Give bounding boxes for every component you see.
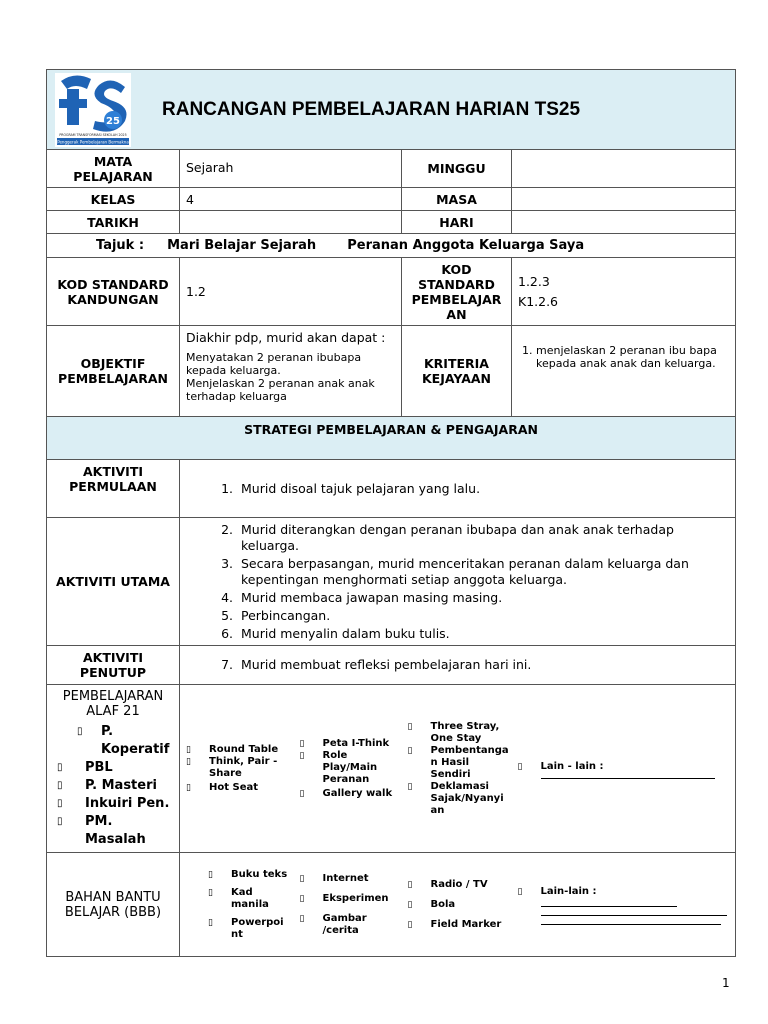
alaf21-option[interactable]: ▯ Inkuiri Pen. [57, 795, 177, 813]
kriteria-label: KRITERIA KEJAYAAN [402, 326, 512, 417]
masa-value[interactable] [512, 188, 736, 211]
objektif-intro: Diakhir pdp, murid akan dapat : [186, 330, 386, 345]
kelas-value[interactable]: 4 [180, 188, 402, 211]
penutup-label: AKTIVITI PENUTUP [47, 646, 180, 685]
hari-label: HARI [402, 211, 512, 234]
ksp-value[interactable] [512, 258, 736, 326]
utama-item: 5. Perbincangan. [237, 608, 729, 624]
alaf21-col2 [294, 685, 402, 853]
penutup-content[interactable] [180, 646, 736, 685]
tajuk-sub: Peranan Anggota Keluarga Saya [347, 238, 585, 253]
alaf21-method[interactable]: ▯ Pembentanga n Hasil Sendiri [406, 745, 510, 781]
bbb-col2 [294, 853, 402, 957]
minggu-value[interactable] [512, 150, 736, 188]
permulaan-content[interactable] [180, 460, 736, 518]
alaf21-lain-line[interactable] [541, 777, 716, 779]
minggu-label: MINGGU [402, 150, 512, 188]
kriteria-item-1: 1. menjelaskan 2 peranan ibu bapa kepada anak anak dan keluarga. [536, 344, 729, 370]
alaf21-method[interactable]: ▯ Think, Pair - Share [184, 756, 292, 780]
alaf21-col1 [180, 685, 294, 853]
tarikh-label: TARIKH [47, 211, 180, 234]
tajuk-main: Mari Belajar Sejarah [167, 238, 317, 253]
ts25-logo [55, 73, 131, 147]
ksp-value-1: 1.2.3 [518, 273, 550, 289]
ksk-value[interactable]: 1.2 [180, 258, 402, 326]
alaf21-method[interactable]: ▯ Deklamasi Sajak/Nyanyi an [406, 781, 510, 817]
svg-text:25: 25 [106, 116, 120, 127]
masa-label: MASA [402, 188, 512, 211]
alaf21-method[interactable]: ▯ Peta I-Think [298, 738, 400, 750]
bbb-option[interactable]: ▯ Radio / TV [406, 879, 510, 891]
alaf21-method[interactable]: ▯ Hot Seat [184, 782, 292, 794]
rph-table [46, 69, 736, 957]
svg-text:Penggerak Pembelajaran Bermakn: Penggerak Pembelajaran Bermakna [57, 139, 129, 145]
page-title: RANCANGAN PEMBELAJARAN HARIAN TS25 [162, 98, 581, 120]
utama-item: 6. Murid menyalin dalam buku tulis. [237, 626, 729, 642]
objektif-content[interactable] [180, 326, 402, 417]
bbb-option[interactable]: ▯ Gambar /cerita [298, 913, 400, 937]
alaf21-label: PEMBELAJARAN ALAF 21 [62, 689, 164, 719]
bbb-option[interactable]: ▯ Buku teks [206, 869, 292, 881]
utama-label: AKTIVITI UTAMA [47, 518, 180, 646]
alaf21-option[interactable]: ▯ PM. Masalah [57, 813, 177, 849]
bbb-col1 [180, 853, 294, 957]
kelas-label: KELAS [47, 188, 180, 211]
bbb-option[interactable]: ▯ Internet [298, 873, 400, 885]
header-cell [47, 70, 736, 150]
bbb-option[interactable]: ▯ Powerpoi nt [206, 917, 292, 941]
utama-item: 3. Secara berpasangan, murid menceritakan peranan dalam keluarga dan kepentingan menghormati setiap anggota keluarga. [237, 556, 729, 588]
objektif-item-1: Menyatakan 2 peranan ibubapa kepada keluarga. [186, 351, 362, 377]
mata-pelajaran-value[interactable]: Sejarah [180, 150, 402, 188]
objektif-item-2: Menjelaskan 2 peranan anak anak terhadap keluarga [186, 377, 375, 403]
permulaan-label: AKTIVITI PERMULAAN [47, 460, 180, 518]
bbb-col4 [512, 853, 736, 957]
bbb-option[interactable]: ▯ Bola [406, 899, 510, 911]
alaf21-option[interactable]: ▯ PBL [57, 759, 177, 777]
kriteria-content[interactable] [512, 326, 736, 417]
alaf21-cell [47, 685, 180, 853]
bbb-option[interactable]: ▯ Field Marker [406, 919, 510, 931]
alaf21-col3 [402, 685, 512, 853]
alaf21-option[interactable]: ▯ P. Masteri [57, 777, 177, 795]
ksp-value-2: K1.2.6 [518, 293, 559, 309]
utama-content[interactable] [180, 518, 736, 646]
tajuk-label: Tajuk : [96, 238, 145, 253]
bbb-col3 [402, 853, 512, 957]
utama-item: 2. Murid diterangkan dengan peranan ibubapa dan anak anak terhadap keluarga. [237, 522, 729, 554]
alaf21-method[interactable]: ▯ Role Play/Main Peranan [298, 750, 400, 786]
alaf21-option[interactable]: ▯ P. Koperatif [77, 723, 177, 759]
alaf21-method[interactable]: ▯ Round Table [184, 744, 292, 756]
penutup-item-1: 7. Murid membuat refleksi pembelajaran hari ini. [237, 657, 729, 673]
bbb-lain-line-1[interactable] [541, 905, 678, 907]
bbb-label: BAHAN BANTU BELAJAR (BBB) [47, 853, 180, 957]
objektif-label: OBJEKTIF PEMBELAJARAN [47, 326, 180, 417]
alaf21-col4 [512, 685, 736, 853]
bbb-lain-lain[interactable]: ▯ Lain-lain : [516, 886, 728, 898]
svg-text:PROGRAM TRANSFORMASI SEKOLAH 2: PROGRAM TRANSFORMASI SEKOLAH 2025 [59, 133, 127, 137]
strategi-heading: STRATEGI PEMBELAJARAN & PENGAJARAN [47, 417, 736, 460]
utama-item: 4. Murid membaca jawapan masing masing. [237, 590, 729, 606]
permulaan-item-1: 1. Murid disoal tajuk pelajaran yang lalu. [237, 481, 729, 497]
tajuk-row [47, 234, 736, 258]
alaf21-method[interactable]: ▯ Three Stray, One Stay [406, 721, 510, 745]
bbb-option[interactable]: ▯ Kad manila [206, 887, 292, 911]
ksk-label: KOD STANDARD KANDUNGAN [47, 258, 180, 326]
mata-pelajaran-label: MATA PELAJARAN [47, 150, 180, 188]
hari-value[interactable] [512, 211, 736, 234]
bbb-lain-line-2[interactable] [541, 914, 728, 916]
ksp-label: KOD STANDARD PEMBELAJAR AN [402, 258, 512, 326]
tarikh-value[interactable] [180, 211, 402, 234]
bbb-option[interactable]: ▯ Eksperimen [298, 893, 400, 905]
alaf21-lain-lain[interactable]: ▯ Lain - lain : [516, 761, 716, 773]
page-number: 1 [722, 976, 730, 990]
alaf21-method[interactable]: ▯ Gallery walk [298, 788, 400, 800]
bbb-lain-line-3[interactable] [541, 923, 722, 925]
